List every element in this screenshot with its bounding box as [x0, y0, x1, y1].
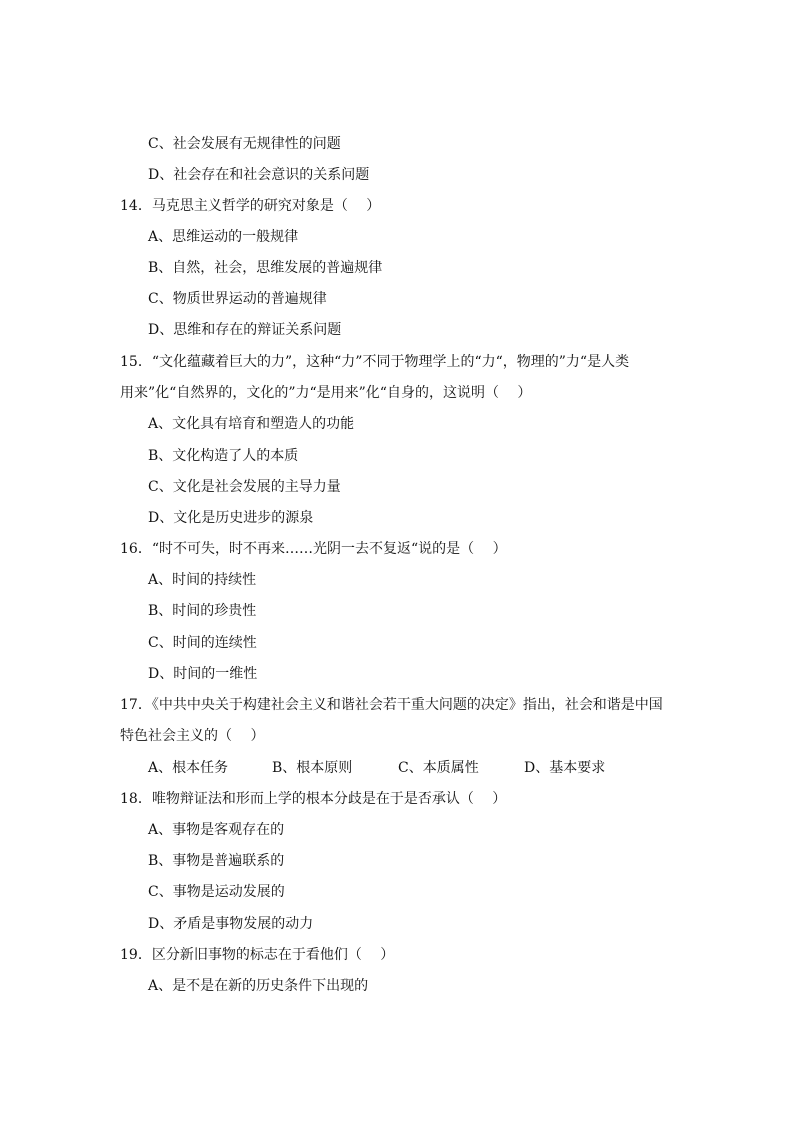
q19-option-a: A、是不是在新的历史条件下出现的	[148, 978, 369, 994]
q17-option-c: C、本质属性	[398, 760, 479, 776]
question-17: 17．《中共中央关于构建社会主义和谐社会若干重大问题的决定》指出，社会和谐是中国	[120, 697, 663, 713]
q16-option-b: B、时间的珍贵性	[148, 603, 257, 619]
q15-option-d: D、文化是历史进步的源泉	[148, 510, 314, 526]
question-19: 19．区分新旧事物的标志在于看他们（ ）	[120, 947, 395, 963]
q18-option-a: A、事物是客观存在的	[148, 822, 285, 838]
question-16: 16．“时不可失，时不再来……光阴一去不复返“说的是（ ）	[120, 541, 507, 557]
q16-option-a: A、时间的持续性	[148, 572, 257, 588]
q18-option-c: C、事物是运动发展的	[148, 884, 285, 900]
question-15: 15．“文化蕴藏着巨大的力”，这种“力”不同于物理学上的“力“，物理的”力“是人类	[120, 354, 630, 370]
q17-option-b: B、根本原则	[272, 760, 353, 776]
q18-option-d: D、矛盾是事物发展的动力	[148, 916, 314, 932]
q14-option-c: C、物质世界运动的普遍规律	[148, 291, 327, 307]
q13-option-c: C、社会发展有无规律性的问题	[148, 136, 341, 152]
question-17-continued: 特色社会主义的（ ）	[120, 728, 265, 744]
q13-option-d: D、社会存在和社会意识的关系问题	[148, 167, 370, 183]
q16-option-c: C、时间的连续性	[148, 635, 257, 651]
q18-option-b: B、事物是普遍联系的	[148, 853, 285, 869]
question-15-continued: 用来”化“自然界的，文化的”力“是用来”化“自身的，这说明（ ）	[120, 385, 532, 401]
q14-option-d: D、思维和存在的辩证关系问题	[148, 322, 342, 338]
q17-option-d: D、基本要求	[524, 760, 606, 776]
question-18: 18．唯物辩证法和形而上学的根本分歧是在于是否承认（ ）	[120, 791, 507, 807]
q16-option-d: D、时间的一维性	[148, 666, 258, 682]
question-14: 14．马克思主义哲学的研究对象是（ ）	[120, 198, 381, 214]
q17-option-a: A、根本任务	[148, 760, 229, 776]
q15-option-a: A、文化具有培育和塑造人的功能	[148, 416, 355, 432]
q14-option-b: B、自然，社会，思维发展的普遍规律	[148, 260, 383, 276]
q14-option-a: A、思维运动的一般规律	[148, 229, 299, 245]
q15-option-c: C、文化是社会发展的主导力量	[148, 479, 341, 495]
q15-option-b: B、文化构造了人的本质	[148, 448, 299, 464]
